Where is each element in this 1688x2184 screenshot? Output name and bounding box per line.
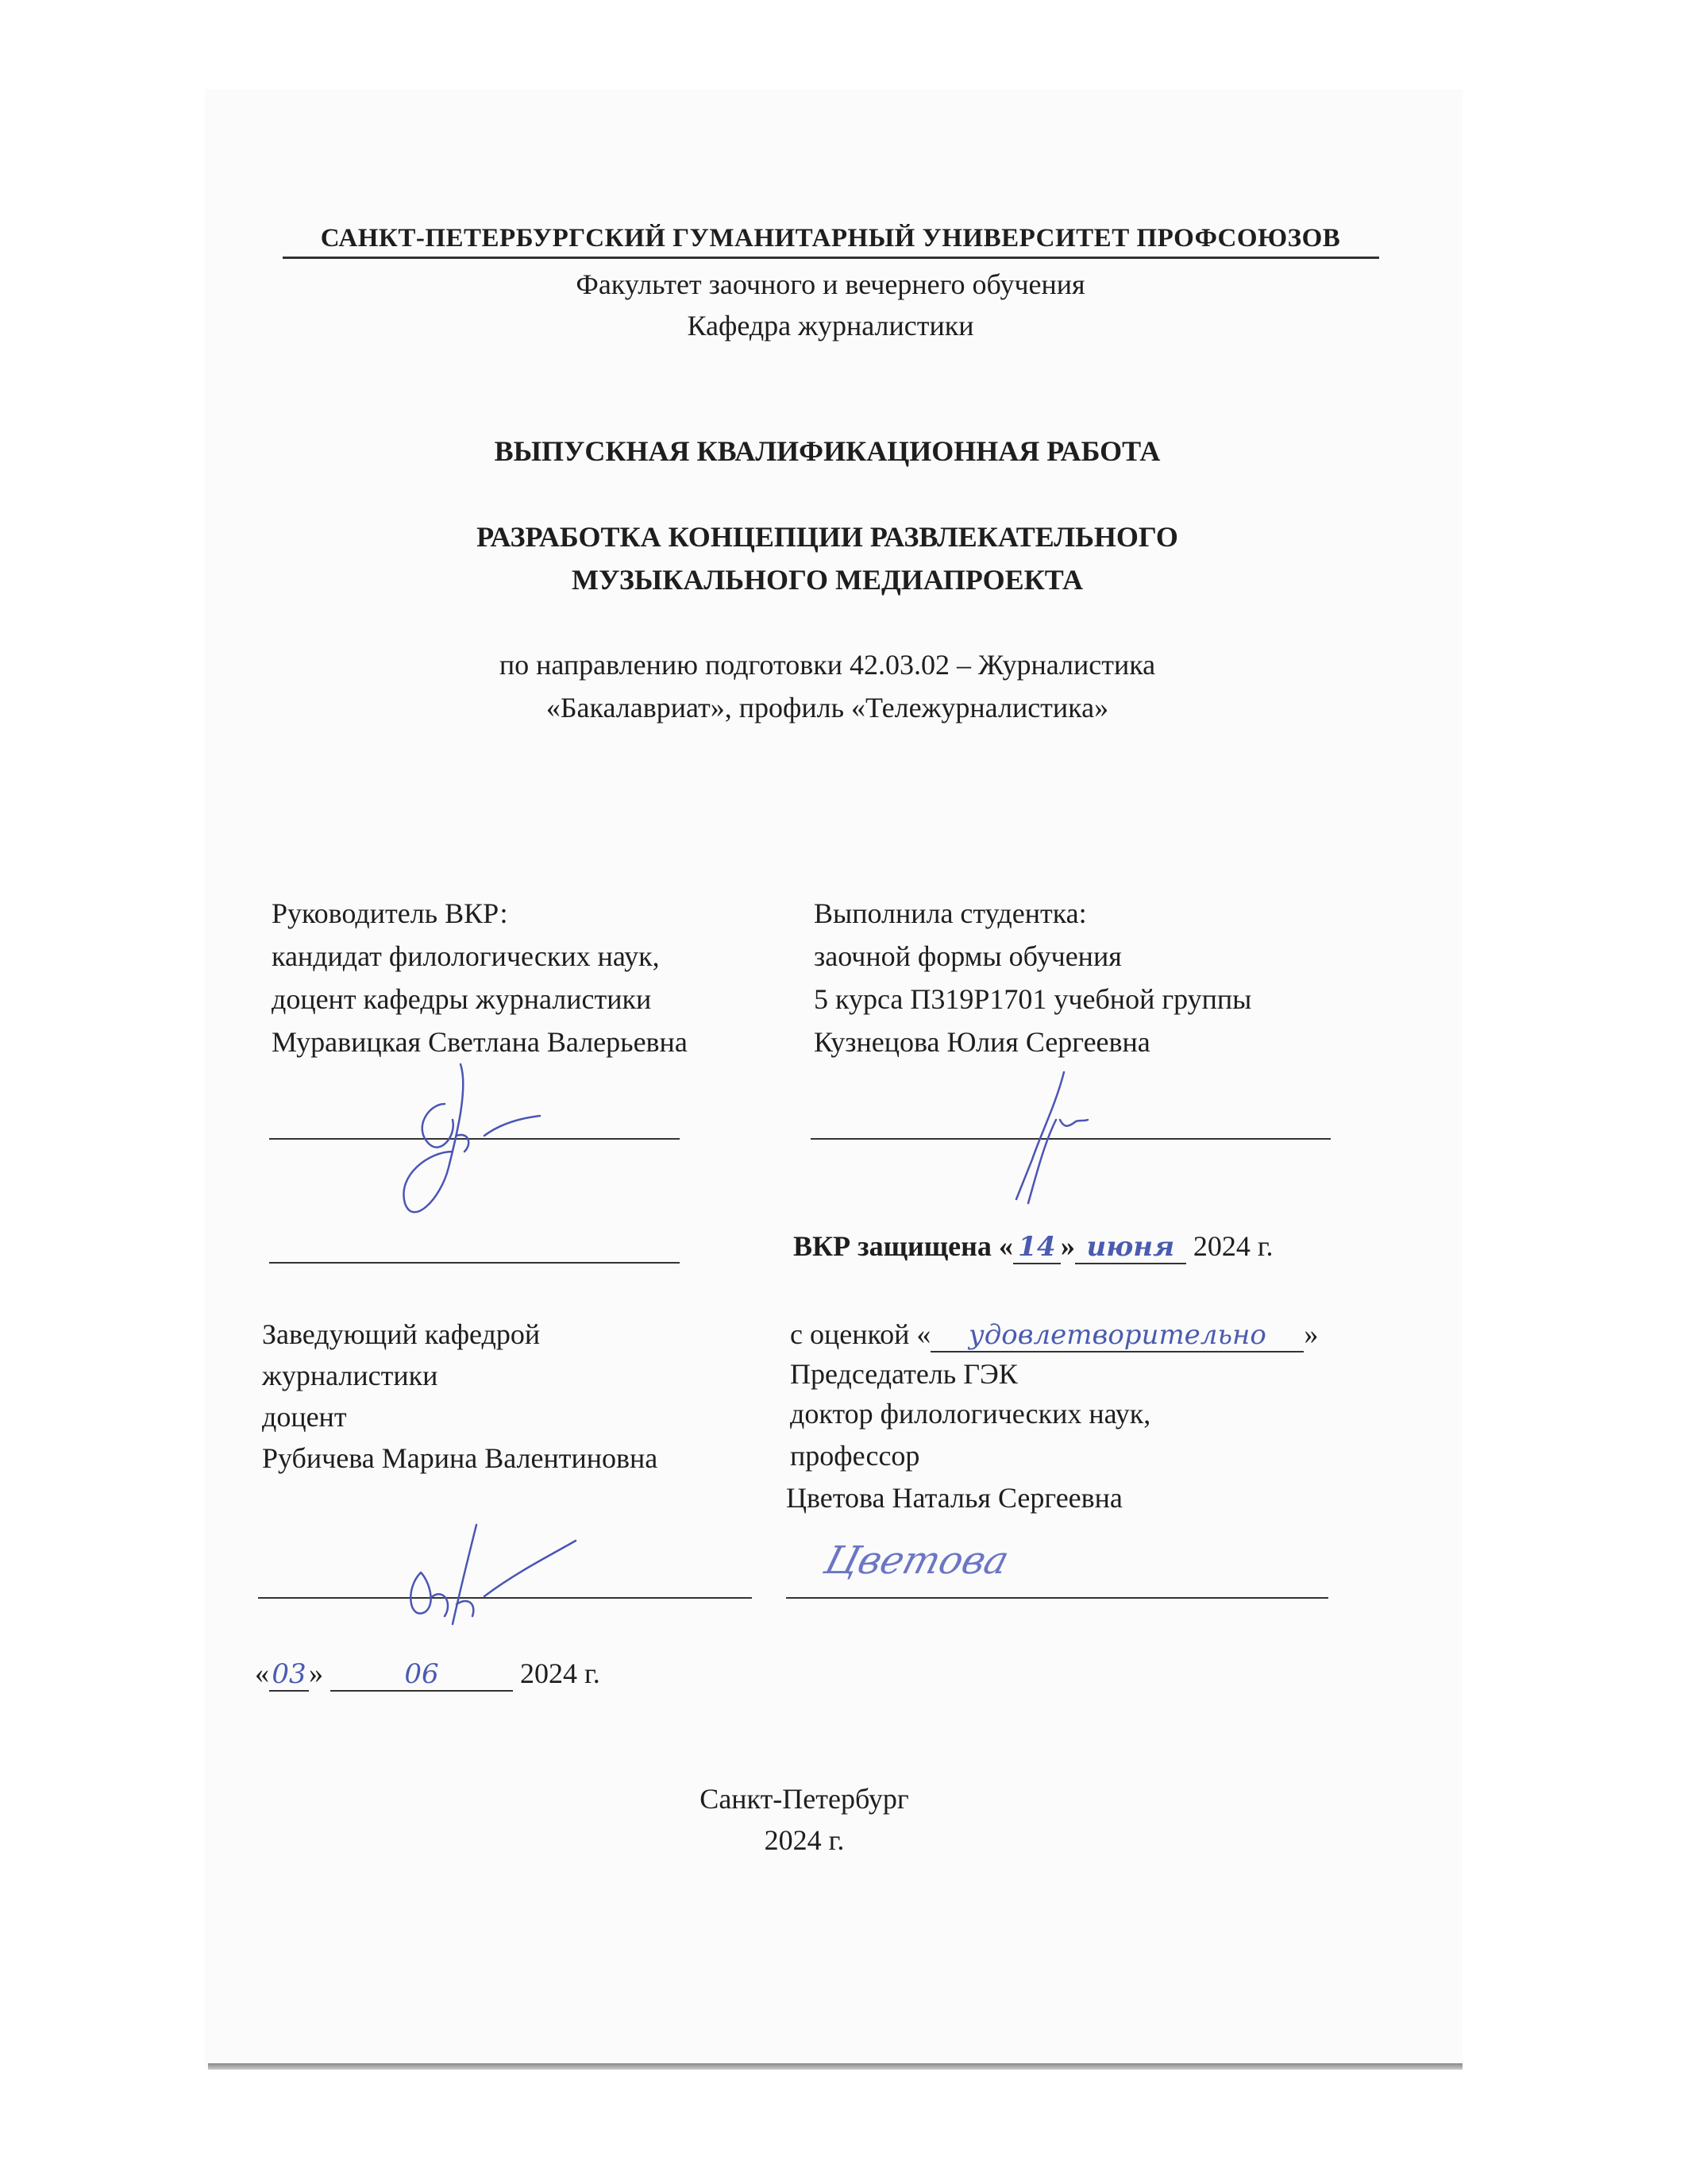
department: Кафедра журналистики [687, 310, 974, 341]
head-label: Заведующий кафедрой [262, 1318, 541, 1350]
student-signature [1000, 1072, 1120, 1207]
chair-signature: Цветова [819, 1538, 1014, 1583]
defense-date [793, 1230, 1274, 1264]
chair-signature-line [786, 1597, 1328, 1599]
head-position: доцент [262, 1401, 347, 1433]
footer-year: 2024 г. [764, 1824, 845, 1856]
chair-degree: доктор филологических наук, [790, 1398, 1151, 1430]
approval-close: » [309, 1657, 323, 1689]
head-dept: журналистики [262, 1360, 438, 1391]
supervisor-position: доцент кафедры журналистики [272, 983, 652, 1015]
defense-day: 14 [1013, 1231, 1061, 1264]
head-name: Рубичева Марина Валентиновна [262, 1442, 658, 1474]
supervisor-name: Муравицкая Светлана Валерьевна [272, 1026, 688, 1058]
chair-name: Цветова Наталья Сергеевна [786, 1482, 1123, 1514]
student-group: 5 курса П319Р1701 учебной группы [814, 983, 1252, 1015]
defense-month: июня [1075, 1231, 1186, 1264]
approval-year: 2024 г. [520, 1657, 600, 1689]
grade-value: удовлетворительно [931, 1319, 1304, 1352]
second-signature-line [269, 1262, 680, 1264]
defense-prefix: ВКР защищена « [793, 1230, 1013, 1262]
university-name: САНКТ-ПЕТЕРБУРГСКИЙ ГУМАНИТАРНЫЙ УНИВЕРСИТЕТ ПРОФСОЮЗОВ [320, 224, 1341, 253]
chair-position: профессор [790, 1440, 920, 1472]
approval-open: « [255, 1657, 269, 1689]
scan-edge [208, 2063, 1463, 2070]
faculty: Факультет заочного и вечернего обучения [576, 268, 1085, 300]
head-signature [397, 1525, 580, 1628]
topic-line-2: МУЗЫКАЛЬНОГО МЕДИАПРОЕКТА [572, 564, 1083, 596]
city: Санкт-Петербург [699, 1783, 909, 1815]
grade-prefix: с оценкой « [790, 1318, 931, 1350]
header-rule [283, 257, 1379, 259]
supervisor-degree: кандидат филологических наук, [272, 940, 660, 972]
supervisor-signature [381, 1056, 556, 1223]
direction-line-2: «Бакалавриат», профиль «Тележурналистика» [545, 692, 1109, 723]
student-form: заочной формы обучения [814, 940, 1122, 972]
approval-date [255, 1657, 600, 1692]
approval-month: 06 [330, 1658, 513, 1692]
topic-line-1: РАЗРАБОТКА КОНЦЕПЦИИ РАЗВЛЕКАТЕЛЬНОГО [476, 521, 1178, 553]
work-type: ВЫПУСКНАЯ КВАЛИФИКАЦИОННАЯ РАБОТА [494, 435, 1161, 467]
student-name: Кузнецова Юлия Сергеевна [814, 1026, 1150, 1058]
defense-year: 2024 г. [1193, 1230, 1274, 1262]
supervisor-label: Руководитель ВКР: [272, 897, 508, 929]
chair-label: Председатель ГЭК [790, 1358, 1018, 1390]
defense-mid: » [1060, 1230, 1075, 1262]
direction-line-1: по направлению подготовки 42.03.02 – Журналистика [499, 649, 1156, 681]
approval-day: 03 [269, 1658, 309, 1692]
grade-suffix: » [1304, 1318, 1319, 1350]
grade-line [790, 1318, 1318, 1352]
student-label: Выполнила студентка: [814, 897, 1087, 929]
